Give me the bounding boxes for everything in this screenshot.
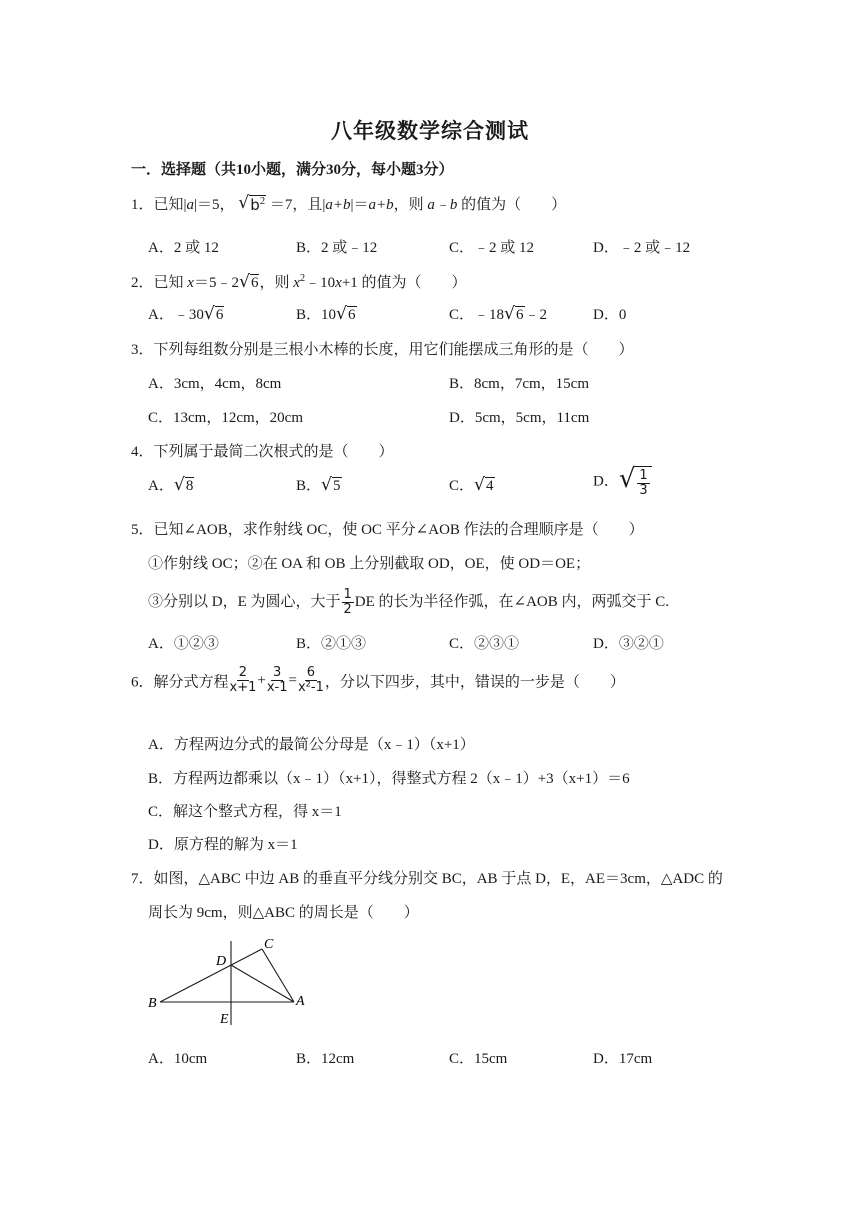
segment-da [231,965,294,1002]
label-c: C [264,937,274,952]
question-5-stem: 5．已知∠AOB，求作射线 OC，使 OC 平分∠AOB 作法的合理顺序是（ ） [131,522,644,538]
triangle-figure [140,935,320,1030]
label-b: B [148,996,157,1011]
q3-option-b: B．8cm，7cm，15cm [449,376,589,392]
q2-option-d: D．0 [593,307,627,323]
label-a: A [296,994,305,1009]
q6-option-b: B．方程两边都乘以（x﹣1）（x+1），得整式方程 2（x﹣1）+3（x+1）＝6 [148,771,630,787]
q6-option-c: C．解这个整式方程，得 x＝1 [148,804,342,820]
q5-option-c: C．②③① [449,636,520,652]
q6-option-a: A．方程两边分式的最简公分母是（x﹣1）（x+1） [148,737,475,753]
q4-option-d: D． √ $\frac{1}{3}$ [593,466,652,499]
q4-option-b: B． √ 5 [296,475,341,496]
question-7-stem-line-1: 7．如图，△ABC 中边 AB 的垂直平分线分别交 BC，AB 于点 D，E，AE＝3cm，△ADC 的 [131,871,723,887]
q3-option-a: A．3cm，4cm，8cm [148,376,282,392]
label-d: D [216,954,227,969]
question-1-stem: 1．已知|a|＝5， √ $b^2$ ＝7，且|a+b|＝a+b，则 a﹣b 的值为（ ） [131,193,567,215]
q5-option-d: D．③②① [593,636,664,652]
q3-option-c: C．13cm，12cm，20cm [148,410,303,426]
label-e: E [220,1012,229,1027]
question-4-stem: 4．下列属于最简二次根式的是（ ） [131,444,394,460]
q4-option-a: A． √ 8 [148,475,194,496]
q5-option-a: A．①②③ [148,636,219,652]
question-3-stem: 3．下列每组数分别是三根小木棒的长度，用它们能摆成三角形的是（ ） [131,342,634,358]
q1-option-a: A．2 或 12 [148,240,219,256]
q4-option-c: C． √ 4 [449,475,494,496]
q6-option-d: D．原方程的解为 x＝1 [148,837,298,853]
q5-option-b: B．②①③ [296,636,367,652]
sqrt-6: √ 6 [238,272,259,293]
q2-option-c: C．﹣18 √ 6 ﹣2 [449,304,548,325]
q1-option-b: B．2 或﹣12 [296,240,378,256]
question-2-stem: 2．已知 x＝5﹣2 √ 6 ，则 $x^2﹣10x+1$ 的值为（ ） [131,272,467,293]
section-heading: 一．选择题（共10小题，满分30分，每小题3分） [131,162,454,178]
q1-option-c: C．﹣2 或 12 [449,240,535,256]
q2-option-b: B．10 √ 6 [296,304,356,325]
q2-option-a: A．﹣30 √ 6 [148,304,224,325]
q5-steps-1-2: ①作射线 OC；②在 OA 和 OB 上分别截取 OD，OE，使 OD＝OE； [148,556,591,572]
q7-option-c: C．15cm [449,1051,508,1067]
segment-ca [262,949,294,1002]
question-6-stem: 6．解分式方程 $\frac{2}{x+1}$ + $\frac{3}{x-1}$ = $\frac{6}{\text{x²-1}}$ ，分以下四步，其中，错误的一步是（ ） [131,665,625,696]
q3-option-d: D．5cm，5cm，11cm [449,410,590,426]
q7-option-a: A．10cm [148,1051,208,1067]
q7-option-b: B．12cm [296,1051,355,1067]
sqrt-b-squared: √ $b^2$ [238,193,266,215]
q7-option-d: D．17cm [593,1051,653,1067]
segment-bc [160,949,262,1002]
q5-step-3: ③分别以 D，E 为圆心，大于 $\frac{1}{2}$ DE 的长为半径作弧，在∠AOB 内，两弧交于 C. [148,587,670,618]
q1-option-d: D．﹣2 或﹣12 [593,240,691,256]
page-title: 八年级数学综合测试 [331,119,529,143]
question-7-stem-line-2: 周长为 9cm，则△ABC 的周长是（ ） [148,905,419,921]
